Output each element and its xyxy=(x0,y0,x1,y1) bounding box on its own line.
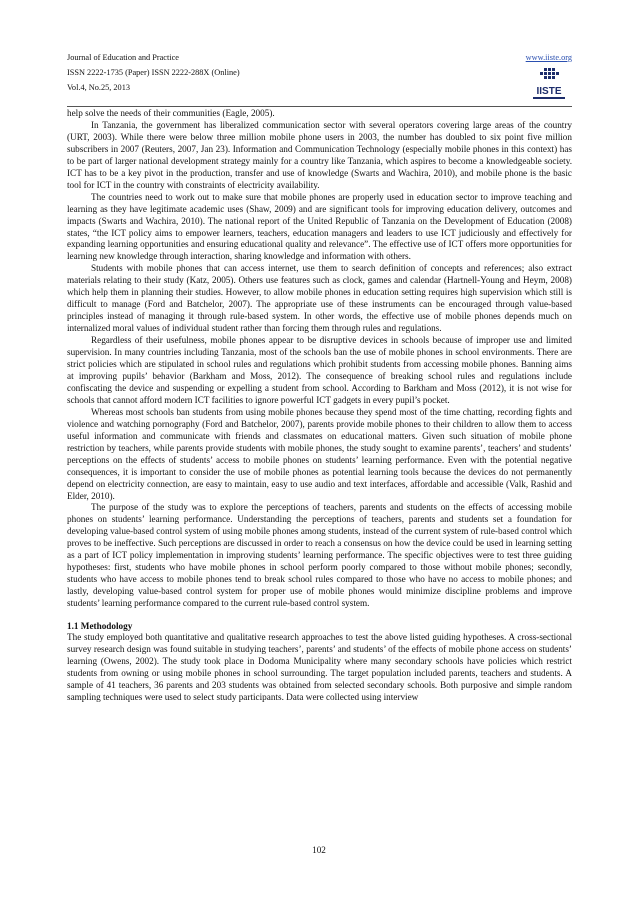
section-heading: 1.1 Methodology xyxy=(67,621,133,632)
journal-url-link[interactable]: www.iiste.org xyxy=(525,53,572,62)
paragraph-tanzania: In Tanzania, the government has liberalized communication sector with several operators covering large areas of the country (URT, 2003). While there were below three million mobile phone users in 2003, the number has doubled to six point five million subscribers in 2007 (Reuters, 2007, Jan 23). Information and Communication Technology (especially mobile phones in this context) has to be part of larger national development strategy mainly for a country like Tanzania, which aspires to become a knowledgeable society. ICT has to be a key pivot in the production, transfer and use of knowledge (Swarts and Wachira, 2010), and mobile phone is the basic tool for ICT in the country with constraints of electricity availability. xyxy=(67,119,572,190)
paragraph-continuation: help solve the needs of their communities (Eagle, 2005). xyxy=(67,108,275,118)
iiste-logo-icon xyxy=(530,67,568,101)
paragraph-study-purpose: The purpose of the study was to explore the perceptions of teachers, parents and students on the effects of accessing mobile phones on students’ learning performance. Understanding the perceptions of teachers, parents and students set a foundation for developing value-based control system of using mobile phones among students, instead of the current system of rule-based control which proves to be ineffective. Such perceptions are discussed in order to reach a consensus on how the device could be used in learning setting as a part of ICT policy implementation in improving students’ learning performance. The specific objectives were to test three guiding hypotheses: first, students who have mobile phones in school perform poorly compared to those without mobile phones; secondly, students who have access to mobile phones tend to break school rules compared to those who have no access to mobile phones; and lastly, developing value-based control system for proper use of mobile phones would minimize discipline problems and improve students’ learning performance compared to the current rule-based control system. xyxy=(67,502,572,609)
svg-text:IISTE: IISTE xyxy=(536,86,562,97)
journal-title: Journal of Education and Practice xyxy=(67,53,179,62)
paragraph-school-bans: Whereas most schools ban students from using mobile phones because they spend most of the time chatting, recording fights and violence and watching pornography (Ford and Batchelor, 2007), parents provide mobile phones to their children to allow them to access useful information and communicate with friends and classmates on educational matters. Given such situation of mobile phone restriction by teachers, while parents provide students with mobile phones, the study sought to examine parents’, teachers’ and students’ perceptions on the effects of students’ access to mobile phones on students’ learning performance. Even with the potential negative consequences, it is important to consider the use of mobile phones as potential learning tools because the devices do not permanently depend on electricity connection, are easy to maintain, easy to use audio and text interfaces, affordable and accessible (Valk, Rashid and Elder, 2010). xyxy=(67,406,572,501)
volume-line: Vol.4, No.25, 2013 xyxy=(67,83,130,92)
paragraph-education-sector: The countries need to work out to make sure that mobile phones are properly used in education sector to improve teaching and learning as they have legitimate academic uses (Shaw, 2009) and are significant tools for improving education delivery, outcomes and impacts (Swarts and Wachira, 2010). The national report of the United Republic of Tanzania on the Development of Education (2008) states, “the ICT policy aims to empower learners, teachers, education managers and leaders to use ICT judiciously and effectively for expanding learning opportunities and ensuring educational quality and relevance”. The effective use of ICT offers more opportunities for learning new knowledge through interaction, sharing knowledge and information with others. xyxy=(67,191,572,262)
journal-header xyxy=(67,50,572,102)
article-body xyxy=(67,108,572,704)
paragraph-internet-access: Students with mobile phones that can access internet, use them to search definition of concepts and references; also extract materials relating to their study (Katz, 2005). Others use features such as clock, games and calendar (Hartnell-Young and Heym, 2008) which help them in planning their studies. However, to allow mobile phones in education setting requires high supervision which still is difficult to manage (Ford and Batchelor, 2007). The appropriate use of these instruments can be encouraged through value-based principles instead of managing it through rule-based system. In other words, the effective use of mobile phones depends much on internalized moral values of individual student rather than forcing them through rules and regulations. xyxy=(67,263,572,334)
section-gap xyxy=(67,610,572,620)
header-divider xyxy=(67,106,572,107)
page-number: 102 xyxy=(312,845,326,855)
issn-line: ISSN 2222-1735 (Paper) ISSN 2222-288X (Online) xyxy=(67,68,240,77)
paragraph-disruptive-devices: Regardless of their usefulness, mobile phones appear to be disruptive devices in schools because of improper use and limited supervision. In many countries including Tanzania, most of the schools ban the use of mobile phones in school environments. There are strict policies which are stipulated in school rules and regulations which prohibit students from accessing mobile phones. Banning aims at improving pupils’ behavior (Barkham and Moss, 2012). The consequence of breaking school rules and regulations include confiscating the device and suspending or expelling a student from school. According to Barkham and Moss (2012), it is not wise for schools that cannot afford modern ICT facilities to ignore powerful ICT gadgets in every pupil’s pocket. xyxy=(67,335,572,405)
paragraph-methodology: The study employed both quantitative and qualitative research approaches to test the above listed guiding hypotheses. A cross-sectional survey research design was found suitable in studying teachers’, parents’ and students’ of the effects of mobile phone access on students’ learning (Owens, 2002). The study took place in Dodoma Municipality where many secondary schools have policies which restrict students from owning or using mobile phones in school surrounding. The target population included parents, teachers and students. A sample of 41 teachers, 36 parents and 203 students was obtained from selected secondary schools. Both purposive and simple random sampling techniques were used to select study participants. Data were collected using interview xyxy=(67,632,572,702)
